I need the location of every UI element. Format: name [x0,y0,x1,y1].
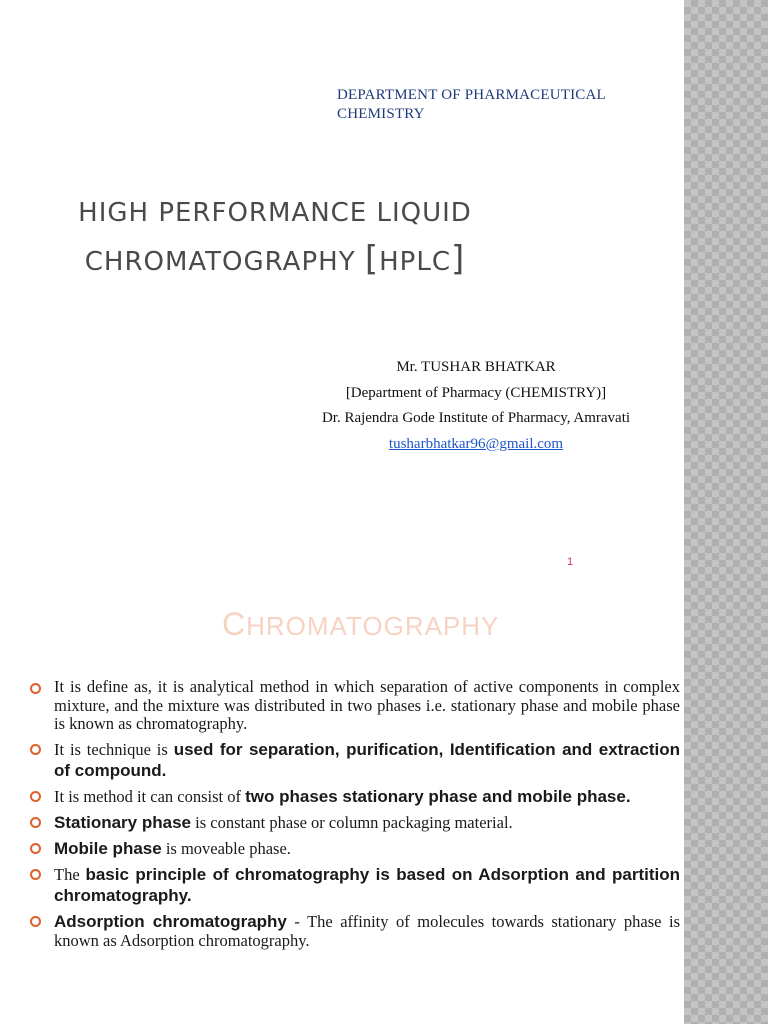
title-line-2 [40,236,510,285]
list-item [30,911,680,951]
heading-rest: HROMATOGRAPHY [246,611,500,641]
author-department: [Department of Pharmacy (CHEMISTRY)] [345,384,607,401]
bullet-circle-icon [30,791,41,802]
title-bracket-open: [ [364,239,380,279]
decorative-side-pattern [684,0,768,1024]
bullet-text-normal: is constant phase or column packaging material. [191,812,513,832]
title-bracket-close: ] [450,239,466,279]
slide-heading [222,606,499,643]
bullet-circle-icon [30,843,41,854]
bullet-text-bold: basic principle of chromatography is based on Adsorption and partition chromatography. [54,864,680,905]
bullet-text: It is define as, it is analytical method in which separation of active components in complex mixture, and the mixture was distributed in two phases i.e. stationary phase and mobile phase is known as chromatography. [54,677,680,733]
department-name: DEPARTMENT OF PHARMACEUTICAL CHEMISTRY [337,87,606,122]
title-line-1: HIGH PERFORMANCE LIQUID [78,198,472,228]
list-item [30,678,680,734]
bullet-circle-icon [30,744,41,755]
bullet-text-bold: Stationary phase [54,812,191,832]
bullet-text-normal: - The affinity of molecules towards stationary phase is known as Adsorption chromatography. [54,911,680,950]
page-number: 1 [567,556,574,568]
list-item [30,838,680,859]
bullet-text-normal: It is method it can consist of [54,786,246,806]
list-item [30,812,680,833]
author-institute: Dr. Rajendra Gode Institute of Pharmacy, Amravati [321,410,631,426]
author-name: Mr. TUSHAR BHATKAR [396,359,556,375]
bullet-text-bold: Adsorption chromatography [54,911,287,931]
bullet-circle-icon [30,869,41,880]
list-item [30,786,680,807]
bullet-circle-icon [30,916,41,927]
chromatography-slide [0,595,684,1024]
bullet-text-bold: two phases stationary phase and mobile phase. [245,786,631,806]
bullet-list [30,678,680,956]
list-item [30,864,680,906]
presentation-title [40,190,510,285]
bullet-text-bold: Mobile phase [54,838,162,858]
author-email-link[interactable]: tusharbhatkar96@gmail.com [388,435,564,452]
bullet-text-normal: It is technique is [54,739,174,759]
title-line-2-text: CHROMATOGRAPHY [84,247,365,277]
bullet-text-normal: is moveable phase. [161,838,291,858]
bullet-text-bold: used for separation, purification, Identification and extraction of compound. [54,739,681,780]
author-block [290,355,662,457]
list-item [30,739,680,781]
bullet-circle-icon [30,683,41,694]
title-abbrev: HPLC [379,247,451,277]
bullet-circle-icon [30,817,41,828]
bullet-text-normal: The [54,864,86,884]
heading-first-letter: C [222,606,247,642]
